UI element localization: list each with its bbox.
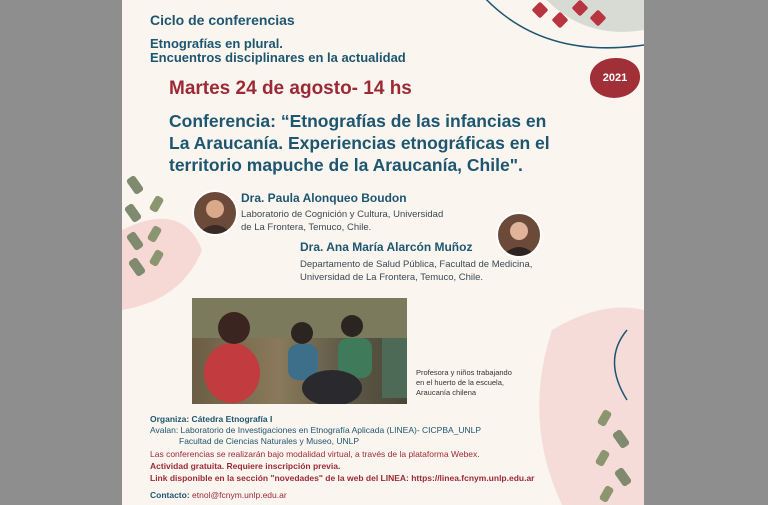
affil-line: de La Frontera, Temuco, Chile. [241,222,372,233]
subtitle-line: Encuentros disciplinares en la actualidad [150,50,406,65]
virtual-notice: Las conferencias se realizarán bajo modalidad virtual, a través de la plataforma Webex. [150,449,480,459]
contact [150,490,287,501]
children-gardening-image [192,298,407,404]
affil-line: Universidad de La Frontera, Temuco, Chile. [300,272,484,283]
series-subtitle [150,37,406,65]
year-badge: 2021 [590,58,640,98]
endorsers-line: Avalan: Laboratorio de Investigaciones en Etnografía Aplicada (LINEA)- CICPBA_UNLP [150,425,482,435]
speaker-name: Dra. Paula Alonqueo Boudon [241,191,407,205]
subtitle-line: Etnografías en plural. [150,36,283,51]
caption-line: Profesora y niños trabajando [416,368,512,377]
series-title: Ciclo de conferencias [150,12,295,28]
speaker-affiliation [300,258,532,284]
free-activity-notice: Actividad gratuita. Requiere inscripción previa. [150,461,341,471]
affil-line: Departamento de Salud Pública, Facultad de Medicina, [300,259,533,270]
speaker-affiliation [241,208,443,234]
poster [122,0,644,505]
event-date: Martes 24 de agosto- 14 hs [169,78,412,99]
conference-line: La Araucanía. Experiencias etnográficas en el [169,133,550,153]
caption-line: en el huerto de la escuela, [416,378,504,387]
affil-line: Laboratorio de Cognición y Cultura, Universidad [241,209,444,220]
speaker-name: Dra. Ana María Alarcón Muñoz [300,240,473,254]
photo-caption [416,368,536,398]
registration-link[interactable]: Link disponible en la sección "novedades" de la web del LINEA: https://linea.fcnym.unlp.edu.ar [150,473,535,483]
person-icon [498,214,540,256]
conference-title [169,110,589,176]
caption-line: Araucanía chilena [416,388,477,397]
speaker-avatar [496,212,542,258]
endorsers-line: Facultad de Ciencias Naturales y Museo, UNLP [179,436,359,446]
organizer: Organiza: Cátedra Etnografía I [150,414,273,424]
person-icon [194,192,236,234]
contact-label: Contacto: [150,490,190,500]
speaker-avatar [192,190,238,236]
conference-line: territorio mapuche de la Araucanía, Chile". [169,155,523,175]
conference-line: Conferencia: “Etnografías de las infancias en [169,111,547,131]
garden-photo [192,298,407,404]
contact-email[interactable]: etnol@fcnym.unlp.edu.ar [192,490,287,500]
